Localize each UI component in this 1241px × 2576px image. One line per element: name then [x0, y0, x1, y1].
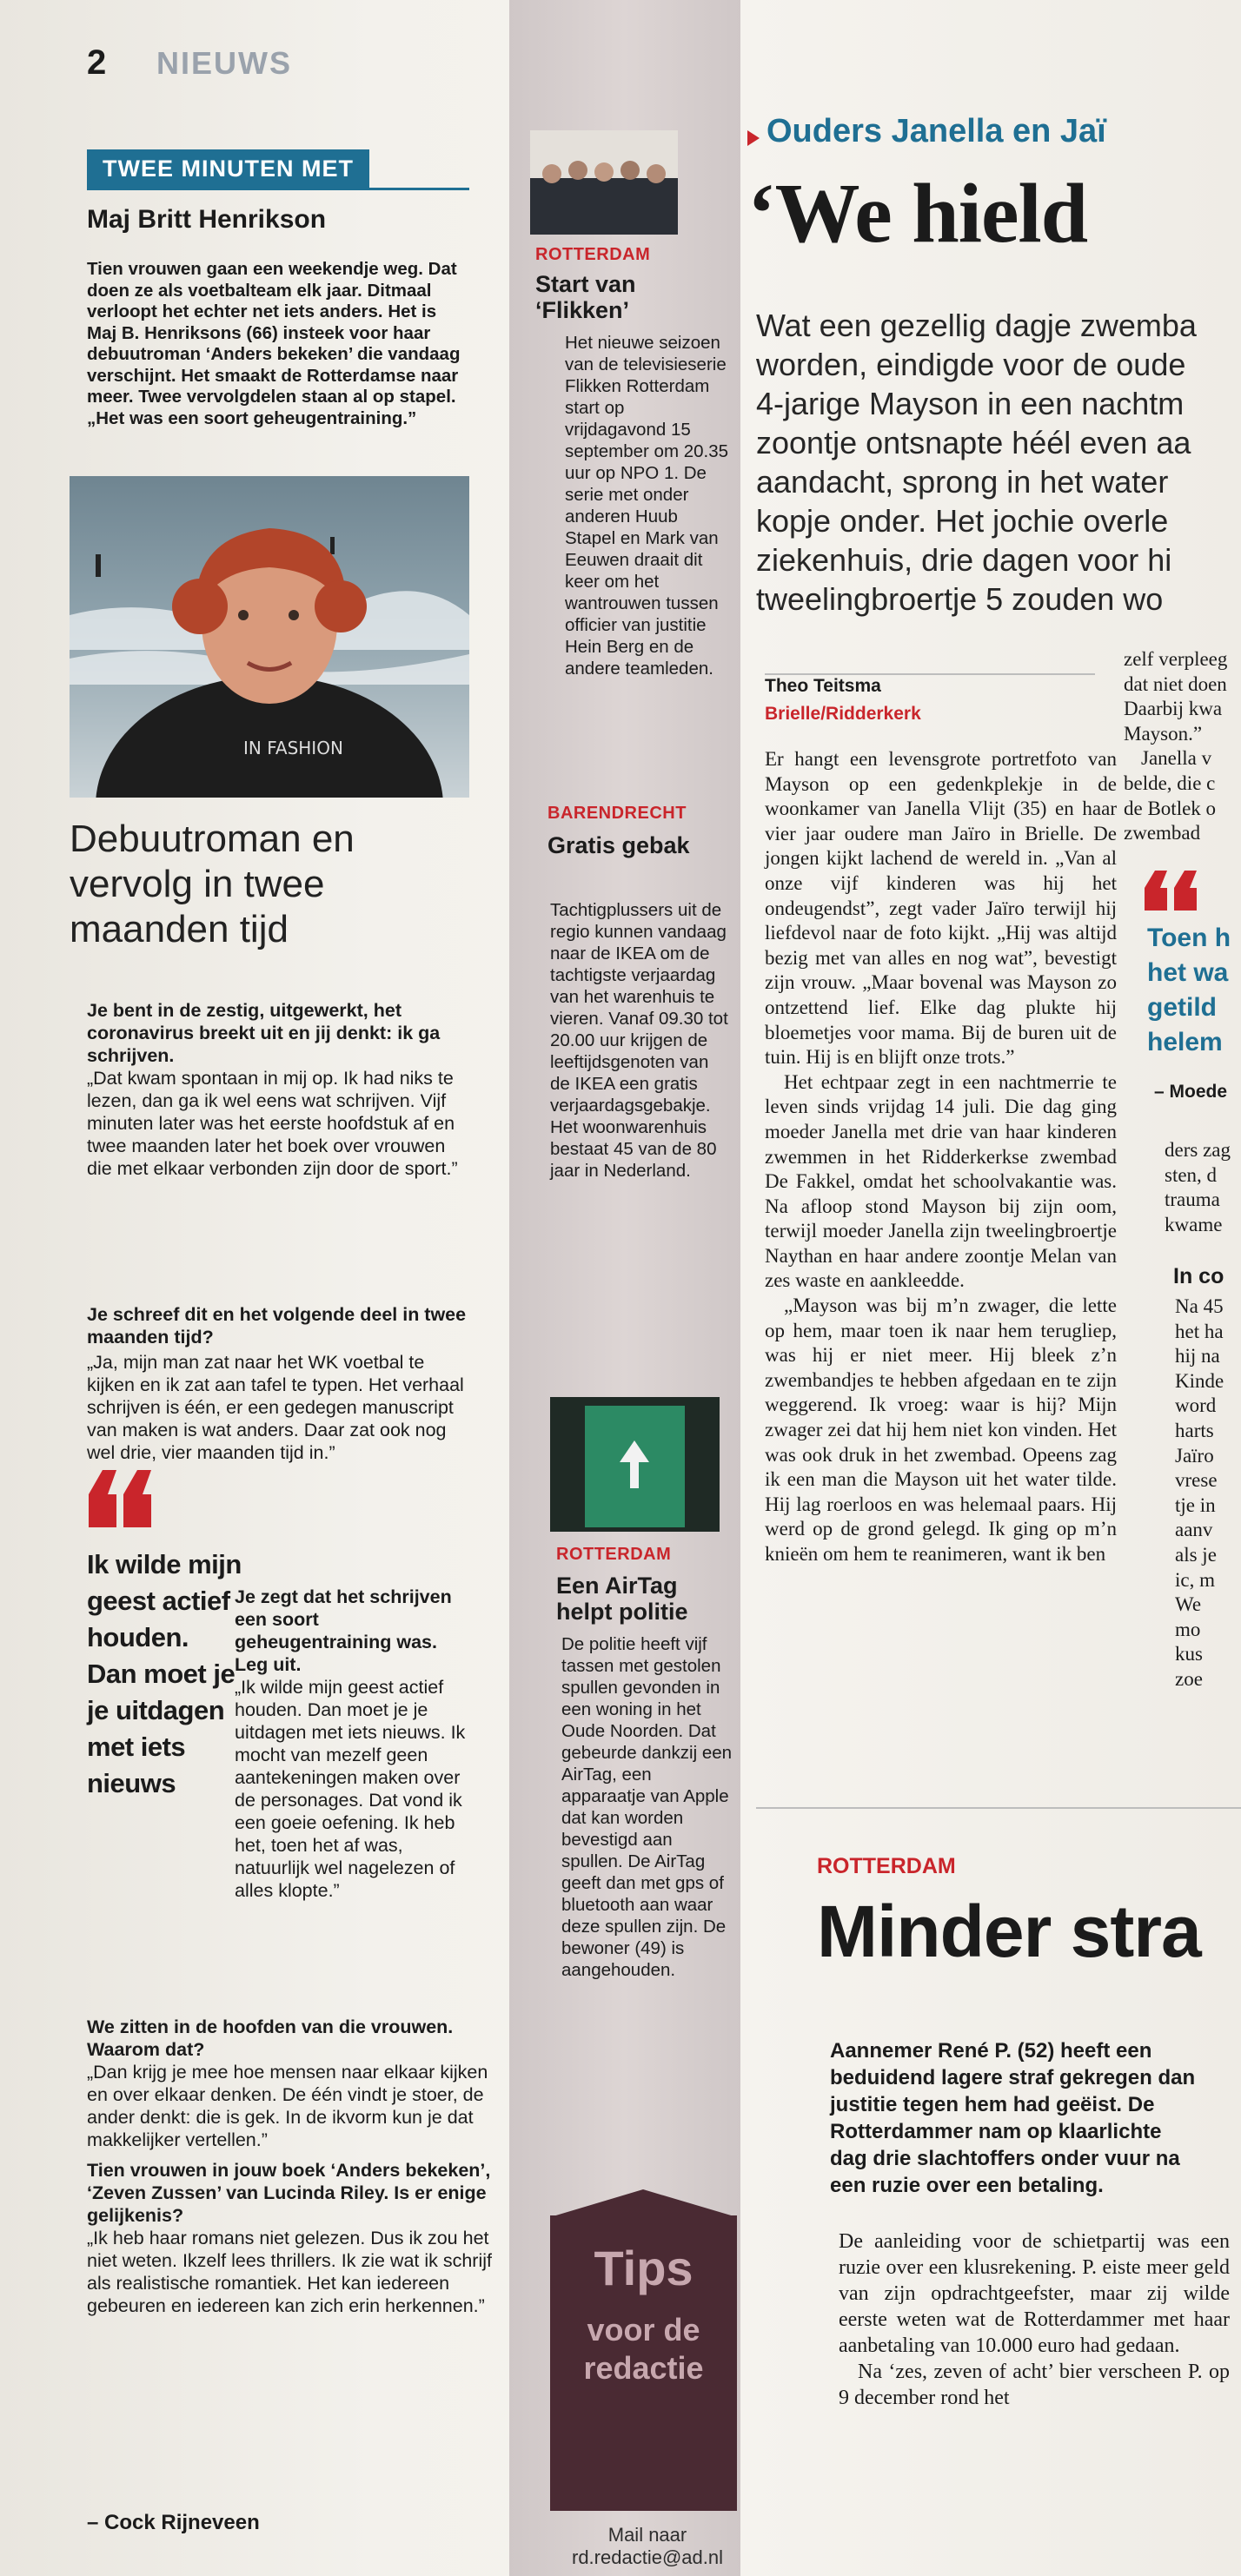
side-line: Jaïro	[1175, 1444, 1214, 1467]
question-5: Tien vrouwen in jouw boek ‘Anders bekeken’, ‘Zeven Zussen’ van Lucinda Riley. Is er enige gelijkenis?	[87, 2160, 491, 2226]
side-line: word	[1175, 1394, 1217, 1417]
brief-3-tag: ROTTERDAM	[556, 1545, 672, 1564]
pull-line: het wa	[1147, 958, 1229, 987]
lead-line: aandacht, sprong in het water	[756, 464, 1169, 500]
page-number: 2	[87, 43, 107, 82]
brief-3-text: De politie heeft vijf tassen met gestolen spullen gevonden in een woning in het Oude Noorden. Dat gebeurde dankzij een AirTag, een apparaatje van Apple dat kan worden bevestigd aan spullen. De AirTag geeft dan met gps of bluetooth aan waar deze spullen zijn. De bewoner (49) is aangehouden.	[561, 1634, 733, 1980]
side-line: zwembad	[1124, 822, 1201, 844]
lead-line: tweelingbroertje 5 zouden wo	[756, 581, 1164, 617]
main-place: Brielle/Ridderkerk	[765, 704, 921, 724]
second-story-title: Minder stra	[817, 1891, 1201, 1972]
pull-quote: Ik wilde mijn geest actief houden. Dan moet je je uitdagen met iets nieuws	[87, 1549, 242, 1798]
pull-line: helem	[1147, 1028, 1223, 1056]
kicker-triangle-icon	[747, 130, 760, 146]
tips-arrow-shape	[550, 2189, 737, 2217]
answer-1: „Dat kwam spontaan in mij op. Ik had niks te lezen, dan ga ik wel eens wat schrijven. Vijf minuten later was het eerste hoofdstuk af en twee maanden later het boek over vrouwen die met elkaar verbonden zijn door de sport.”	[87, 1068, 458, 1179]
pull-line: Toen h	[1147, 924, 1231, 952]
side-line: belde, die c	[1124, 771, 1216, 794]
side-line: de Botlek o	[1124, 797, 1217, 819]
second-paragraph-1: De aanleiding voor de schietpartij was een ruzie over een klusrekening. P. eiste meer geld van zijn opdrachtgeefster, maar zij wilde eerste weten wat de Rotterdammer met haar aanbetaling van 10.000 euro had gedaan.	[839, 2230, 1230, 2357]
second-story-tag: ROTTERDAM	[817, 1854, 956, 1878]
side-line: Kinde	[1175, 1369, 1224, 1392]
question-1: Je bent in de zestig, uitgewerkt, het coronavirus breekt uit en jij denkt: ik ga schrijven.	[87, 1000, 441, 1066]
interviewee-name: Maj Britt Henrikson	[87, 205, 327, 234]
story-divider	[756, 1807, 1241, 1809]
author-rule	[765, 673, 1095, 675]
question-2: Je schreef dit en het volgende deel in twee maanden tijd?	[87, 1304, 467, 1348]
qa-block-2	[87, 1303, 469, 1348]
tips-title: Tips	[594, 2241, 694, 2295]
side-line: harts	[1175, 1419, 1214, 1441]
airtag-photo	[550, 1397, 720, 1532]
flikken-cast-photo	[530, 130, 678, 235]
question-4: We zitten in de hoofden van die vrouwen. Waarom dat?	[87, 2016, 454, 2060]
interviewee-photo	[70, 476, 469, 798]
badge-underline	[87, 188, 469, 190]
lead-line: Wat een gezellig dagje zwemba	[756, 308, 1197, 343]
lead-line: kopje onder. Het jochie overle	[756, 503, 1169, 539]
lead-line: 4-jarige Mayson in een nachtm	[756, 386, 1185, 421]
pull-line: getild	[1147, 993, 1217, 1022]
side-line: hij na	[1175, 1345, 1220, 1367]
side-line: Na 45	[1175, 1295, 1224, 1317]
side-line: vrese	[1175, 1469, 1218, 1492]
second-story-body	[839, 2228, 1230, 2411]
main-paragraph-3: „Mayson was bij m’n zwager, die lette op hem, maar toen ik naar hem terugliep, was hij er niet meer. Hij bleek z’n zwembandjes te hebben afgedaan en te zijn weggerend. Ik vroeg: waar is hij? Mijn zwager zei dat hij hem niet kon vinden. Het was ook druk in het zwembad. Opeens zag ik een man die Mayson uit het water tilde. Hij lag roerloos en was helemaal paars. Hij werd op de grond gelegd. Ik ging op m’n knieën om hem te reanimeren, want ik ben	[765, 1295, 1117, 1565]
side-line: aanv	[1175, 1519, 1213, 1541]
main-paragraph-2: Het echtpaar zegt in een nachtmerrie te leven sinds vrijdag 14 juli. Die dag ging moeder Janella met drie van haar kinderen zwemmen in het Ridderkerkse zwembad De Fakkel, omdat het schoolvakantie was. Na afloop stond Mayson bij zijn oom, terwijl moeder Janella zijn tweelingbroertje Naythan en haar andere zoontje Melan van zes waste en aankleedde.	[765, 1070, 1117, 1292]
lead-line: zoontje ontsnapte héél even aa	[756, 425, 1191, 460]
qa-block-4	[87, 2016, 495, 2151]
interview-intro: Tien vrouwen gaan een weekendje weg. Dat doen ze als voetbalteam elk jaar. Ditmaal verloopt het echter net iets anders. Het is Maj B. Henriksons (66) insteek voor haar debuutroman ‘Anders bekeken’ die vandaag verschijnt. Het smaakt de Rotterdamse naar meer. Twee vervolgdelen staan al op stapel. „Het was een soort geheugentraining.”	[87, 259, 461, 428]
side-line: We	[1175, 1593, 1202, 1616]
interview-badge: TWEE MINUTEN MET	[87, 149, 369, 188]
tips-box	[550, 2215, 737, 2511]
main-pull-quote	[1147, 921, 1241, 1060]
answer-4: „Dan krijg je mee hoe mensen naar elkaar kijken en over elkaar denken. De één vindt je stoer, de ander denkt: die is gek. In de ikvorm kun je dat makkelijker vertellen.”	[87, 2062, 488, 2150]
side-line: sten, d	[1165, 1163, 1218, 1186]
main-body	[765, 747, 1117, 1567]
side-line: ders zag	[1165, 1139, 1231, 1161]
answer-2: „Ja, mijn man zat naar het WK voetbal te kijken en ik zat aan tafel te typen. Het verhaal schrijven is één, er een gedegen manuscript van maken is wat anders. Daar zat ook nog wel drie, vier maanden tijd in.”	[87, 1352, 464, 1463]
main-side-heading: In co	[1173, 1264, 1224, 1288]
brief-3-title: Een AirTag helpt politie	[556, 1573, 688, 1625]
answer-5: „Ik heb haar romans niet gelezen. Dus ik zou het niet weten. Ikzelf lees thrillers. Ik zie wat ik schrijf als realistische romantiek. Het kan iedereen gebeuren en iedereen kan zich erin herkennen.”	[87, 2228, 492, 2316]
brief-1-title: Start van ‘Flikken’	[535, 271, 636, 323]
shirt-print: IN FASHION	[243, 738, 343, 758]
side-line: trauma	[1165, 1189, 1220, 1211]
side-line: zoe	[1175, 1667, 1203, 1690]
side-line: kwame	[1165, 1213, 1223, 1235]
main-lead	[756, 306, 1241, 619]
interview-byline: – Cock Rijneveen	[87, 2511, 260, 2534]
main-quote-icon	[1143, 869, 1204, 912]
question-3: Je zegt dat het schrijven een soort geheugentraining was. Leg uit.	[235, 1586, 452, 1675]
qa-block-5	[87, 2159, 495, 2317]
main-kicker: Ouders Janella en Jaï	[766, 113, 1106, 149]
side-line: tje in	[1175, 1493, 1216, 1516]
answer-3: „Ik wilde mijn geest actief houden. Dan moet je je uitdagen met iets nieuws. Ik mocht van mezelf geen aantekeningen maken over de personages. Dat vond ik een goeie oefening. Ik heb het, toen het af was, natuurlijk wel nagelezen of alles klopte.”	[235, 1677, 466, 1901]
side-line: het ha	[1175, 1320, 1224, 1342]
qa-block-3	[235, 1586, 469, 1902]
answer-2-wrap	[87, 1351, 469, 1464]
lead-line: ziekenhuis, drie dagen voor hi	[756, 542, 1172, 578]
main-title: ‘We hield	[747, 167, 1088, 261]
lead-line: worden, eindigde voor de oude	[756, 347, 1186, 382]
second-paragraph-2: Na ‘zes, zeven of acht’ bier verscheen P. op 9 december rond het	[839, 2361, 1230, 2409]
side-line: Daarbij kwa	[1124, 698, 1223, 720]
side-line: zelf verpleeg	[1124, 648, 1228, 670]
qa-block-1	[87, 999, 469, 1180]
main-side-column	[1124, 647, 1241, 846]
interview-title: Debuutroman en vervolg in twee maanden tijd	[70, 818, 355, 950]
brief-2-title: Gratis gebak	[548, 832, 690, 858]
tips-mail[interactable]: Mail naar rd.redactie@ad.nl	[572, 2524, 723, 2568]
side-line: kus	[1175, 1643, 1203, 1665]
side-line: als je	[1175, 1543, 1217, 1566]
main-side-column-2	[1165, 1138, 1241, 1237]
side-line: Janella v	[1141, 747, 1212, 770]
main-author: Theo Teitsma	[765, 676, 881, 696]
brief-1-tag: ROTTERDAM	[535, 245, 651, 264]
brief-1-text: Het nieuwe seizoen van de televisieserie Flikken Rotterdam start op vrijdagavond 15 september om 20.35 uur op NPO 1. De serie met onder anderen Huub Stapel en Mark van Eeuwen draait dit keer om het wantrouwen tussen officier van justitie Hein Berg en de andere teamleden.	[565, 333, 729, 679]
main-pull-byline: – Moede	[1154, 1082, 1228, 1102]
quote-icon	[87, 1468, 156, 1529]
tips-subtitle: voor de redactie	[583, 2312, 704, 2386]
second-story-lead: Aannemer René P. (52) heeft een beduidend lagere straf gekregen dan justitie tegen hem had geëist. De Rotterdammer nam op klaarlichte dag drie slachtoffers onder vuur na een ruzie over een betaling.	[830, 2039, 1196, 2197]
brief-2-text: Tachtigplussers uit de regio kunnen vandaag naar de IKEA om de tachtigste verjaardag van het warenhuis te vieren. Vanaf 09.30 tot 20.00 uur krijgen de leeftijdsgenoten van de IKEA een gratis verjaardagsgebakje. Het woonwarenhuis bestaat 45 van de 80 jaar in Nederland.	[550, 900, 728, 1181]
side-line: Mayson.”	[1124, 722, 1203, 745]
section-label: NIEUWS	[156, 45, 292, 81]
side-line: ic, m	[1175, 1568, 1215, 1591]
main-paragraph-1: Er hangt een levensgrote portretfoto van Mayson op een gedenkplekje in de woonkamer van Janella Vlijt (35) en haar vier jaar oudere man Jaïro in Brielle. De jongen kijkt lachend de wereld in. „Van al onze vijf kinderen was hij het ondeugendst”, zegt vader Jaïro terwijl hij liefdevol naar de foto kijkt. „Hij was altijd bezig met van alles en nog wat”, bevestigt zijn vrouw. „Maar bovenal was Mayson zo ontzettend lief. Elke dag plukte hij bloemetjes voor mama. Bij de buren uit de tuin. Hij is en blijft onze trots.”	[765, 748, 1117, 1069]
side-line: dat niet doen	[1124, 672, 1227, 695]
main-side-column-3	[1175, 1295, 1241, 1692]
brief-2-tag: BARENDRECHT	[548, 804, 687, 823]
side-line: mo	[1175, 1618, 1201, 1640]
